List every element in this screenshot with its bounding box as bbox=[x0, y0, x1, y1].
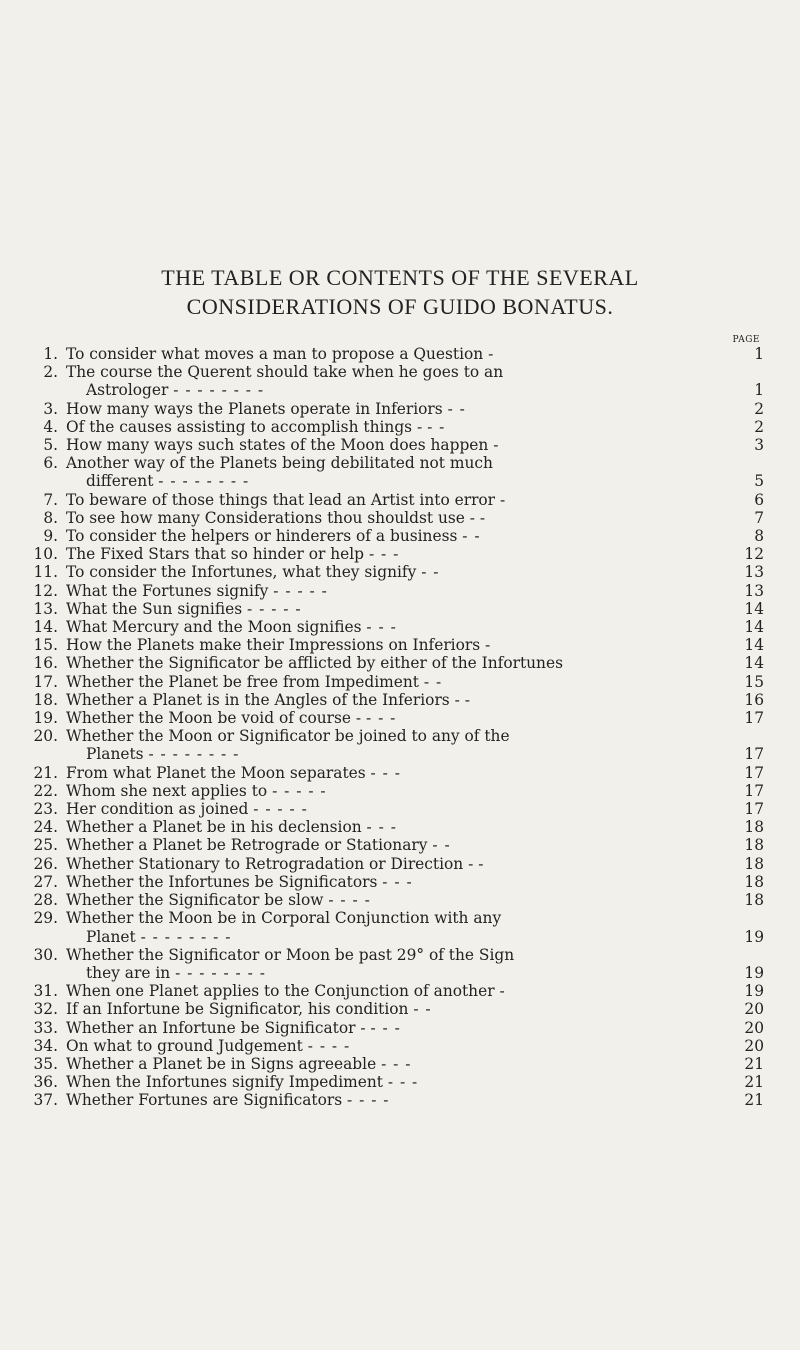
toc-entry bbox=[32, 618, 768, 636]
dot-leader: - - - bbox=[366, 618, 397, 637]
entry-title-continuation: Planets bbox=[86, 745, 144, 764]
entry-number: 4. bbox=[43, 417, 58, 436]
entry-title: Whether a Planet be Retrograde or Stationary bbox=[66, 836, 428, 855]
entry-title-continuation: they are in bbox=[86, 963, 171, 982]
entry-number: 13. bbox=[33, 599, 58, 618]
entry-number: 16. bbox=[33, 654, 58, 673]
entry-page-number: 21 bbox=[744, 1054, 764, 1073]
entry-title-continuation: Astrologer bbox=[86, 381, 169, 400]
entry-page-number: 21 bbox=[744, 1091, 764, 1110]
entry-title: What Mercury and the Moon signifies bbox=[66, 618, 362, 637]
entry-title: How the Planets make their Impressions on Inferiors bbox=[66, 636, 481, 655]
entry-title: Whether Stationary to Retrogradation or Direction - bbox=[66, 854, 474, 873]
entry-number: 3. bbox=[43, 399, 58, 418]
dot-leader: - - bbox=[423, 672, 443, 691]
entry-page-number: 17 bbox=[744, 745, 764, 764]
dot-leader: - - bbox=[413, 1000, 432, 1019]
entry-page-number: 18 bbox=[744, 872, 764, 891]
entry-page-number: 14 bbox=[744, 654, 764, 673]
entry-number: 11. bbox=[33, 563, 58, 582]
entry-page-number: 17 bbox=[744, 800, 764, 819]
entry-number: 31. bbox=[33, 982, 58, 1001]
dot-leader: - - - bbox=[370, 1018, 401, 1037]
entry-number: 25. bbox=[33, 836, 58, 855]
entry-page-number: 20 bbox=[744, 1000, 764, 1019]
entry-page-number: 17 bbox=[744, 709, 764, 728]
title-line-1: THE TABLE OR CONTENTS OF THE SEVERAL bbox=[161, 265, 639, 290]
entry-page-number: 19 bbox=[744, 927, 764, 946]
dot-leader: - - bbox=[432, 836, 451, 855]
toc-entry bbox=[32, 691, 768, 709]
toc-entry bbox=[32, 818, 768, 836]
contents-list bbox=[32, 345, 768, 1110]
entry-title: Whether a Planet be in his declension bbox=[66, 818, 362, 837]
dot-leader: - bbox=[499, 490, 507, 509]
dot-leader: - - - bbox=[381, 1054, 412, 1073]
entry-number: 10. bbox=[33, 545, 58, 564]
entry-page-number: 15 bbox=[744, 672, 764, 691]
entry-number: 29. bbox=[33, 909, 58, 928]
toc-entry bbox=[32, 1073, 768, 1091]
toc-entry bbox=[32, 1055, 768, 1073]
dot-leader: - bbox=[485, 636, 492, 655]
toc-entry bbox=[32, 891, 768, 909]
entry-title: To consider the helpers or hinderers of a business bbox=[66, 527, 458, 546]
entry-number: 15. bbox=[33, 636, 58, 655]
entry-number: 19. bbox=[33, 709, 58, 728]
entry-page-number: 18 bbox=[744, 818, 764, 837]
entry-title: Whether Fortunes are Significators bbox=[66, 1091, 343, 1110]
entry-page-number: 3 bbox=[754, 436, 764, 455]
entry-title-continuation: Planet bbox=[86, 927, 136, 946]
toc-entry bbox=[32, 764, 768, 782]
entry-title: Whether the Infortunes be Significators bbox=[66, 872, 378, 891]
toc-entry bbox=[32, 654, 768, 672]
entry-title: To consider what moves a man to propose a Question bbox=[66, 345, 484, 363]
dot-leader: - - - bbox=[370, 763, 401, 782]
toc-entry bbox=[32, 946, 768, 982]
entry-page-number: 14 bbox=[744, 618, 764, 637]
entry-title: Whom she next applies to bbox=[66, 781, 268, 800]
toc-entry bbox=[32, 1091, 768, 1109]
entry-page-number: 6 bbox=[754, 490, 764, 509]
entry-number: 36. bbox=[33, 1073, 58, 1092]
entry-title: Her condition as joined bbox=[66, 800, 249, 819]
entry-title: How many ways such states of the Moon does happen bbox=[66, 436, 489, 455]
dot-leader: - - - - - - - - bbox=[175, 963, 266, 982]
entry-page-number: 2 bbox=[754, 399, 764, 418]
entry-title: Whether the Planet be free from Impediment bbox=[66, 672, 419, 691]
entry-number: 5. bbox=[43, 436, 58, 455]
toc-entry bbox=[32, 673, 768, 691]
entry-number: 33. bbox=[33, 1018, 58, 1037]
entry-number: 6. bbox=[43, 454, 58, 473]
entry-page-number: 18 bbox=[744, 854, 764, 873]
entry-title: How many ways the Planets operate in Inferiors bbox=[66, 399, 443, 418]
entry-title: From what Planet the Moon separates bbox=[66, 763, 366, 782]
toc-entry bbox=[32, 782, 768, 800]
entry-title: Whether an Infortune be Significator - bbox=[66, 1018, 366, 1037]
dot-leader: - - bbox=[427, 417, 446, 436]
entry-title: If an Infortune be Significator, his condition bbox=[66, 1000, 409, 1019]
entry-title: Whether the Significator or Moon be past 29° of the Sign bbox=[66, 945, 515, 964]
dot-leader: - - bbox=[421, 563, 440, 582]
dot-leader: - bbox=[464, 690, 471, 709]
toc-entry bbox=[32, 600, 768, 618]
entry-title: What the Sun signifies bbox=[66, 599, 243, 618]
entry-number: 28. bbox=[33, 891, 58, 910]
entry-number: 24. bbox=[33, 818, 58, 837]
entry-page-number: 19 bbox=[744, 963, 764, 982]
title-line-2: CONSIDERATIONS OF GUIDO BONATUS. bbox=[186, 294, 614, 319]
entry-page-number: 5 bbox=[754, 472, 764, 491]
entry-number: 22. bbox=[33, 781, 58, 800]
entry-page-number: 18 bbox=[744, 836, 764, 855]
dot-leader: - - - - - - - - bbox=[158, 472, 250, 491]
entry-number: 7. bbox=[43, 490, 58, 509]
toc-entry bbox=[32, 345, 768, 363]
entry-page-number: 20 bbox=[744, 1036, 764, 1055]
dot-leader: - - - - - bbox=[247, 599, 302, 618]
entry-page-number: 2 bbox=[754, 417, 764, 436]
entry-title: To see how many Considerations thou shouldst use - bbox=[66, 508, 476, 527]
toc-entry bbox=[32, 527, 768, 545]
entry-page-number: 1 bbox=[754, 381, 764, 400]
entry-title: Whether the Moon or Significator be joined to any of the bbox=[66, 727, 510, 746]
toc-entry bbox=[32, 1000, 768, 1018]
entry-page-number: 20 bbox=[744, 1018, 764, 1037]
toc-entry bbox=[32, 454, 768, 490]
dot-leader: - - - bbox=[387, 1073, 419, 1092]
toc-entry bbox=[32, 836, 768, 854]
dot-leader: - - - - - bbox=[272, 781, 327, 800]
entry-number: 26. bbox=[33, 854, 58, 873]
dot-leader: - - - bbox=[382, 872, 413, 891]
entry-title: To beware of those things that lead an Artist into error bbox=[66, 490, 496, 509]
dot-leader: - - - - - - - - bbox=[140, 927, 232, 946]
dot-leader: - bbox=[479, 508, 487, 527]
entry-number: 20. bbox=[33, 727, 58, 746]
entry-title: Whether a Planet is in the Angles of the Inferiors - bbox=[66, 690, 460, 709]
dot-leader: - bbox=[493, 436, 500, 455]
toc-entry bbox=[32, 400, 768, 418]
toc-entry bbox=[32, 418, 768, 436]
dot-leader: - - - - - - - - bbox=[148, 745, 240, 764]
entry-page-number: 17 bbox=[744, 781, 764, 800]
dot-leader: - bbox=[478, 854, 485, 873]
dot-leader: - - - - bbox=[307, 1036, 351, 1055]
entry-number: 18. bbox=[33, 690, 58, 709]
entry-title: Another way of the Planets being debilitated not much bbox=[66, 454, 493, 473]
toc-entry bbox=[32, 855, 768, 873]
entry-number: 2. bbox=[43, 363, 58, 382]
toc-entry bbox=[32, 709, 768, 727]
toc-entry bbox=[32, 1037, 768, 1055]
entry-number: 30. bbox=[33, 945, 58, 964]
entry-title: When the Infortunes signify Impediment bbox=[66, 1073, 383, 1092]
entry-number: 12. bbox=[33, 581, 58, 600]
entry-number: 17. bbox=[33, 672, 58, 691]
entry-title: The Fixed Stars that so hinder or help bbox=[66, 545, 365, 564]
entry-page-number: 12 bbox=[744, 545, 764, 564]
toc-entry bbox=[32, 1019, 768, 1037]
entry-page-number: 14 bbox=[744, 636, 764, 655]
entry-number: 32. bbox=[33, 1000, 58, 1019]
toc-entry bbox=[32, 873, 768, 891]
entry-title: Of the causes assisting to accomplish things - bbox=[66, 417, 423, 436]
entry-number: 14. bbox=[33, 618, 58, 637]
dot-leader: - - - bbox=[365, 709, 397, 728]
toc-entry bbox=[32, 909, 768, 945]
entry-number: 34. bbox=[33, 1036, 58, 1055]
toc-entry bbox=[32, 636, 768, 654]
entry-page-number: 13 bbox=[744, 581, 764, 600]
dot-leader: - - - bbox=[366, 818, 397, 837]
entry-number: 21. bbox=[33, 763, 58, 782]
page-column-header: PAGE bbox=[732, 335, 760, 345]
toc-entry bbox=[32, 563, 768, 581]
entry-page-number: 1 bbox=[754, 345, 764, 363]
toc-entry bbox=[32, 436, 768, 454]
toc-entry bbox=[32, 582, 768, 600]
toc-entry bbox=[32, 982, 768, 1000]
entry-title: Whether the Significator be slow bbox=[66, 891, 324, 910]
entry-page-number: 7 bbox=[754, 508, 764, 527]
dot-leader: - bbox=[499, 982, 506, 1001]
entry-page-number: 13 bbox=[744, 563, 764, 582]
toc-entry bbox=[32, 727, 768, 763]
toc-entry bbox=[32, 800, 768, 818]
entry-number: 37. bbox=[33, 1091, 58, 1110]
entry-page-number: 21 bbox=[744, 1073, 764, 1092]
entry-title: The course the Querent should take when he goes to an bbox=[66, 363, 504, 382]
dot-leader: - bbox=[488, 345, 495, 363]
entry-page-number: 14 bbox=[744, 599, 764, 618]
toc-entry bbox=[32, 545, 768, 563]
entry-number: 1. bbox=[43, 345, 58, 363]
entry-title: Whether the Moon be in Corporal Conjunction with any bbox=[66, 909, 502, 928]
dot-leader: - - - - bbox=[347, 1091, 390, 1110]
entry-number: 23. bbox=[33, 800, 58, 819]
toc-entry bbox=[32, 491, 768, 509]
entry-page-number: 19 bbox=[744, 982, 764, 1001]
entry-number: 8. bbox=[43, 508, 58, 527]
entry-number: 9. bbox=[43, 527, 58, 546]
entry-page-number: 17 bbox=[744, 763, 764, 782]
toc-entry bbox=[32, 509, 768, 527]
dot-leader: - - - - - bbox=[253, 800, 308, 819]
entry-page-number: 18 bbox=[744, 891, 764, 910]
entry-title: Whether a Planet be in Signs agreeable bbox=[66, 1054, 377, 1073]
dot-leader: - - - bbox=[368, 545, 400, 564]
entry-title: When one Planet applies to the Conjunction of another bbox=[66, 982, 495, 1001]
entry-number: 27. bbox=[33, 872, 58, 891]
entry-title: To consider the Infortunes, what they signify bbox=[66, 563, 417, 582]
entry-title-continuation: different bbox=[86, 472, 154, 491]
dot-leader: - - bbox=[462, 527, 481, 546]
toc-entry bbox=[32, 363, 768, 399]
entry-page-number: 8 bbox=[754, 527, 764, 546]
entry-number: 35. bbox=[33, 1054, 58, 1073]
dot-leader: - - bbox=[447, 399, 466, 418]
entry-title: What the Fortunes signify bbox=[66, 581, 269, 600]
entry-title: On what to ground Judgement bbox=[66, 1036, 303, 1055]
entry-page-number: 16 bbox=[744, 690, 764, 709]
dot-leader: - - - - - bbox=[273, 581, 328, 600]
dot-leader: - - - - bbox=[328, 891, 371, 910]
dot-leader: - - - - - - - - bbox=[173, 381, 265, 400]
entry-title: Whether the Moon be void of course - bbox=[66, 709, 362, 728]
entry-title: Whether the Significator be afflicted by either of the Infortunes bbox=[66, 654, 563, 673]
